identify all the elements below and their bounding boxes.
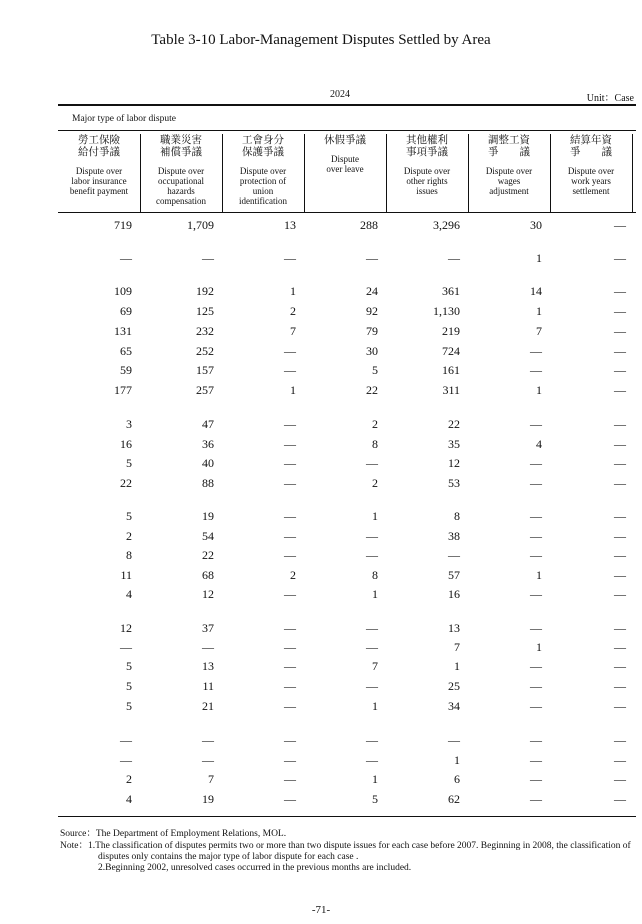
table-cell: 53 xyxy=(448,476,460,490)
table-cell: 1 xyxy=(372,587,378,601)
table-cell: 8 xyxy=(372,437,378,451)
table-cell: 13 xyxy=(448,621,460,635)
table-cell: 13 xyxy=(284,218,296,232)
table-cell: 2 xyxy=(372,476,378,490)
column-header-2 xyxy=(140,134,222,212)
table-cell: 57 xyxy=(448,568,460,582)
column-header-7 xyxy=(550,134,632,212)
footnote-1 xyxy=(60,841,632,863)
table-cell: — xyxy=(284,587,296,601)
column-header-zh: 其他權利 事項爭議 xyxy=(406,134,448,158)
table-cell: — xyxy=(448,548,460,562)
column-header-zh: 勞工保險 給付爭議 xyxy=(78,134,120,158)
table-cell: — xyxy=(284,251,296,265)
table-cell: — xyxy=(284,548,296,562)
table-cell: — xyxy=(366,753,378,767)
column-divider xyxy=(550,134,551,212)
table-cell: 1 xyxy=(290,383,296,397)
table-top-rule xyxy=(58,104,636,106)
page-number: -71- xyxy=(311,904,331,916)
column-header-en: Dispute over occupational hazards compensation xyxy=(156,166,206,206)
column-header-3 xyxy=(222,134,304,212)
table-row xyxy=(0,568,642,586)
table-cell: — xyxy=(530,699,542,713)
table-row xyxy=(0,792,642,810)
table-cell: — xyxy=(614,218,626,232)
table-row xyxy=(0,284,642,302)
table-cell: 12 xyxy=(202,587,214,601)
table-cell: 59 xyxy=(120,363,132,377)
table-cell: — xyxy=(284,640,296,654)
table-cell: — xyxy=(284,679,296,693)
table-cell: 5 xyxy=(126,509,132,523)
table-row xyxy=(0,509,642,527)
table-row xyxy=(0,456,642,474)
table-cell: — xyxy=(120,251,132,265)
column-divider xyxy=(386,134,387,212)
table-cell: 6 xyxy=(454,772,460,786)
table-cell: — xyxy=(530,772,542,786)
table-cell: — xyxy=(202,640,214,654)
table-cell: 19 xyxy=(202,509,214,523)
table-cell: 22 xyxy=(366,383,378,397)
column-header-en: Dispute over other rights issues xyxy=(403,166,451,196)
table-cell: — xyxy=(614,733,626,747)
table-cell: 161 xyxy=(442,363,460,377)
table-cell: 1 xyxy=(536,251,542,265)
table-cell: 5 xyxy=(126,699,132,713)
table-cell: 16 xyxy=(448,587,460,601)
table-cell: — xyxy=(366,529,378,543)
table-cell: 257 xyxy=(196,383,214,397)
table-cell: — xyxy=(614,509,626,523)
table-cell: 22 xyxy=(120,476,132,490)
table-cell: 19 xyxy=(202,792,214,806)
table-cell: 38 xyxy=(448,529,460,543)
table-cell: — xyxy=(614,251,626,265)
table-cell: 2 xyxy=(126,529,132,543)
table-cell: 65 xyxy=(120,344,132,358)
table-cell: — xyxy=(120,640,132,654)
table-cell: 5 xyxy=(126,679,132,693)
column-header-en: Dispute over work years settlement xyxy=(567,166,615,196)
column-divider xyxy=(632,134,633,212)
table-cell: — xyxy=(614,529,626,543)
table-cell: — xyxy=(284,363,296,377)
table-row xyxy=(0,621,642,639)
table-cell: 5 xyxy=(126,659,132,673)
table-row xyxy=(0,772,642,790)
table-cell: 69 xyxy=(120,304,132,318)
table-cell: 219 xyxy=(442,324,460,338)
table-cell: — xyxy=(614,659,626,673)
table-row xyxy=(0,344,642,362)
table-cell: 11 xyxy=(202,679,214,693)
table-cell: — xyxy=(614,437,626,451)
table-cell: 724 xyxy=(442,344,460,358)
table-cell: 4 xyxy=(536,437,542,451)
column-divider xyxy=(304,134,305,212)
table-cell: — xyxy=(614,753,626,767)
column-header-4 xyxy=(304,134,386,212)
table-row xyxy=(0,417,642,435)
table-cell: — xyxy=(614,456,626,470)
table-cell: 11 xyxy=(120,568,132,582)
table-cell: — xyxy=(614,363,626,377)
table-cell: 88 xyxy=(202,476,214,490)
table-cell: — xyxy=(284,437,296,451)
table-cell: 7 xyxy=(372,659,378,673)
column-header-en: Dispute over wages adjustment xyxy=(485,166,533,196)
header-bottom-rule xyxy=(58,212,636,213)
footnote xyxy=(60,841,632,874)
column-header-zh: 調整工資 爭 議 xyxy=(488,134,530,158)
table-cell: — xyxy=(614,772,626,786)
table-cell: 14 xyxy=(530,284,542,298)
table-cell: 30 xyxy=(366,344,378,358)
table-cell: 288 xyxy=(360,218,378,232)
table-cell: — xyxy=(614,304,626,318)
table-cell: 8 xyxy=(372,568,378,582)
table-cell: — xyxy=(614,383,626,397)
table-cell: 311 xyxy=(442,383,460,397)
table-row xyxy=(0,529,642,547)
table-cell: 2 xyxy=(126,772,132,786)
table-cell: — xyxy=(614,476,626,490)
table-cell: 7 xyxy=(290,324,296,338)
header-rule xyxy=(58,130,636,131)
table-cell: — xyxy=(530,456,542,470)
table-cell: 40 xyxy=(202,456,214,470)
table-row xyxy=(0,363,642,381)
table-cell: 22 xyxy=(448,417,460,431)
table-cell: 5 xyxy=(372,792,378,806)
note-label: Note： xyxy=(60,841,88,851)
table-bottom-rule xyxy=(58,816,636,817)
table-cell: — xyxy=(614,568,626,582)
table-cell: — xyxy=(284,509,296,523)
table-cell: 12 xyxy=(448,456,460,470)
table-cell: 1 xyxy=(372,772,378,786)
table-cell: — xyxy=(530,679,542,693)
table-cell: — xyxy=(202,733,214,747)
table-row xyxy=(0,548,642,566)
table-cell: — xyxy=(366,251,378,265)
table-cell: — xyxy=(448,251,460,265)
table-row xyxy=(0,476,642,494)
table-cell: 5 xyxy=(372,363,378,377)
table-cell: 1 xyxy=(372,699,378,713)
table-cell: — xyxy=(284,417,296,431)
table-cell: — xyxy=(614,548,626,562)
table-cell: — xyxy=(530,621,542,635)
table-row xyxy=(0,324,642,342)
year-label: 2024 xyxy=(330,89,350,100)
table-cell: — xyxy=(530,344,542,358)
table-cell: — xyxy=(284,733,296,747)
column-header-zh: 職業災害 補償爭議 xyxy=(160,134,202,158)
table-cell: — xyxy=(530,363,542,377)
table-cell: — xyxy=(614,621,626,635)
table-cell: 131 xyxy=(114,324,132,338)
table-cell: 192 xyxy=(196,284,214,298)
table-cell: 34 xyxy=(448,699,460,713)
table-cell: 79 xyxy=(366,324,378,338)
table-cell: — xyxy=(614,587,626,601)
table-cell: 22 xyxy=(202,548,214,562)
table-cell: — xyxy=(614,324,626,338)
table-row xyxy=(0,587,642,605)
footnote-2: 2.Beginning 2002, unresolved cases occurred in the previous months are included. xyxy=(98,863,412,873)
table-cell: 1,709 xyxy=(187,218,214,232)
table-row xyxy=(0,640,642,658)
table-cell: 4 xyxy=(126,792,132,806)
table-cell: 68 xyxy=(202,568,214,582)
page-title: Table 3-10 Labor-Management Disputes Settled by Area xyxy=(151,32,491,48)
table-cell: — xyxy=(366,548,378,562)
table-cell: 1 xyxy=(536,640,542,654)
table-cell: 54 xyxy=(202,529,214,543)
table-cell: 3 xyxy=(126,417,132,431)
table-cell: — xyxy=(530,417,542,431)
table-cell: — xyxy=(614,640,626,654)
table-row xyxy=(0,753,642,771)
table-row xyxy=(0,659,642,677)
table-cell: 1 xyxy=(536,304,542,318)
table-cell: 5 xyxy=(126,456,132,470)
table-cell: — xyxy=(284,621,296,635)
column-header-en: Dispute over protection of union identification xyxy=(239,166,287,206)
table-cell: — xyxy=(530,509,542,523)
table-cell: 21 xyxy=(202,699,214,713)
table-cell: — xyxy=(614,344,626,358)
column-divider xyxy=(468,134,469,212)
table-cell: 109 xyxy=(114,284,132,298)
column-header-zh: 休假爭議 xyxy=(324,134,366,146)
source-note: Source：The Department of Employment Relations, MOL. xyxy=(60,829,287,839)
major-type-label: Major type of labor dispute xyxy=(72,114,176,124)
table-cell: — xyxy=(530,659,542,673)
table-cell: — xyxy=(530,792,542,806)
table-cell: — xyxy=(530,548,542,562)
table-row xyxy=(0,251,642,269)
table-cell: 37 xyxy=(202,621,214,635)
table-cell: — xyxy=(448,733,460,747)
table-cell: 25 xyxy=(448,679,460,693)
table-cell: 35 xyxy=(448,437,460,451)
table-cell: — xyxy=(120,753,132,767)
table-cell: — xyxy=(614,699,626,713)
table-cell: — xyxy=(120,733,132,747)
table-row xyxy=(0,437,642,455)
table-cell: 24 xyxy=(366,284,378,298)
table-cell: 7 xyxy=(208,772,214,786)
table-cell: 1 xyxy=(536,383,542,397)
column-header-1 xyxy=(58,134,140,212)
table-cell: — xyxy=(202,251,214,265)
column-header-en: Dispute over leave xyxy=(326,154,364,174)
column-header-5 xyxy=(386,134,468,212)
table-cell: — xyxy=(366,679,378,693)
column-header-zh: 結算年資 爭 議 xyxy=(570,134,612,158)
table-cell: — xyxy=(614,284,626,298)
table-cell: 7 xyxy=(454,640,460,654)
table-cell: 62 xyxy=(448,792,460,806)
table-cell: — xyxy=(284,753,296,767)
table-cell: 3,296 xyxy=(433,218,460,232)
table-cell: 30 xyxy=(530,218,542,232)
table-cell: 177 xyxy=(114,383,132,397)
table-cell: — xyxy=(366,640,378,654)
column-divider xyxy=(222,134,223,212)
table-cell: — xyxy=(530,753,542,767)
table-cell: 2 xyxy=(290,304,296,318)
table-row xyxy=(0,733,642,751)
table-cell: — xyxy=(614,417,626,431)
table-cell: 47 xyxy=(202,417,214,431)
table-cell: — xyxy=(284,772,296,786)
table-cell: — xyxy=(284,792,296,806)
table-cell: 125 xyxy=(196,304,214,318)
column-header-6 xyxy=(468,134,550,212)
table-row xyxy=(0,218,642,236)
table-cell: 36 xyxy=(202,437,214,451)
table-cell: — xyxy=(530,476,542,490)
table-cell: — xyxy=(202,753,214,767)
table-cell: 8 xyxy=(126,548,132,562)
column-divider xyxy=(140,134,141,212)
table-cell: — xyxy=(530,733,542,747)
table-cell: 2 xyxy=(372,417,378,431)
column-header-zh: 工會身分 保護爭議 xyxy=(242,134,284,158)
table-cell: — xyxy=(614,792,626,806)
table-cell: — xyxy=(284,476,296,490)
table-cell: 1 xyxy=(454,659,460,673)
table-cell: 1 xyxy=(372,509,378,523)
table-cell: 252 xyxy=(196,344,214,358)
table-cell: — xyxy=(530,587,542,601)
table-cell: 157 xyxy=(196,363,214,377)
table-cell: — xyxy=(284,529,296,543)
table-cell: 2 xyxy=(290,568,296,582)
table-cell: 16 xyxy=(120,437,132,451)
table-cell: — xyxy=(614,679,626,693)
note-1-text: 1.The classification of disputes permits two or more than two dispute issues for each case before 2007. Beginning in 2008, the classification of disputes only contains the major type of labor dispute for each case . xyxy=(87,841,631,862)
table-cell: — xyxy=(284,699,296,713)
table-cell: 719 xyxy=(114,218,132,232)
unit-label: Unit：Case xyxy=(586,93,634,104)
table-cell: — xyxy=(284,344,296,358)
table-cell: — xyxy=(366,621,378,635)
table-row xyxy=(0,304,642,322)
table-cell: — xyxy=(366,733,378,747)
table-row xyxy=(0,679,642,697)
table-cell: 7 xyxy=(536,324,542,338)
table-cell: 232 xyxy=(196,324,214,338)
table-cell: 1 xyxy=(536,568,542,582)
table-cell: 1 xyxy=(454,753,460,767)
table-cell: 4 xyxy=(126,587,132,601)
table-cell: 13 xyxy=(202,659,214,673)
table-cell: 92 xyxy=(366,304,378,318)
table-row xyxy=(0,383,642,401)
table-cell: 12 xyxy=(120,621,132,635)
table-cell: — xyxy=(366,456,378,470)
table-cell: 1 xyxy=(290,284,296,298)
table-row xyxy=(0,699,642,717)
column-header-en: Dispute over labor insurance benefit payment xyxy=(69,166,129,196)
table-cell: 8 xyxy=(454,509,460,523)
table-cell: — xyxy=(284,456,296,470)
table-cell: 361 xyxy=(442,284,460,298)
table-cell: 1,130 xyxy=(433,304,460,318)
table-cell: — xyxy=(284,659,296,673)
table-cell: — xyxy=(530,529,542,543)
